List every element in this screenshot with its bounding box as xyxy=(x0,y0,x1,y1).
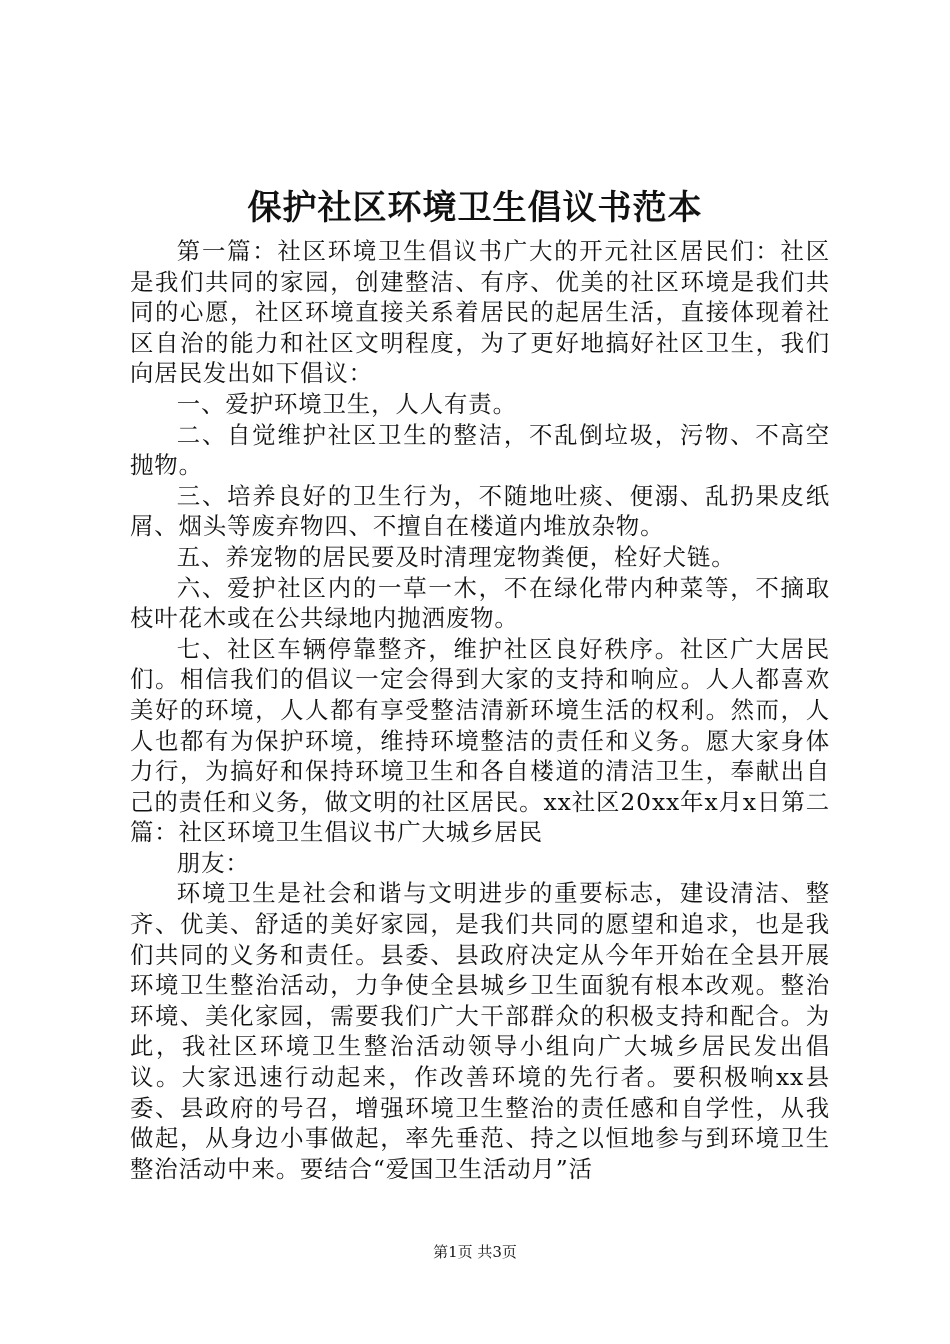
page-indicator: 第1页 共3页 xyxy=(433,1243,517,1261)
paragraph-greeting: 朋友： xyxy=(176,848,250,877)
paragraph-item-1: 一、爱护环境卫生，人人有责。 xyxy=(176,389,517,418)
document-title: 保护社区环境卫生倡议书范本 xyxy=(247,188,703,228)
paragraph-item-5: 五、养宠物的居民要及时清理宠物粪便，栓好犬链。 xyxy=(176,542,736,571)
paragraph-second-article: 环境卫生是社会和谐与文明进步的重要标志，建设清洁、整齐、优美、舒适的美好家园，是我们共同的愿望和追求，也是我们共同的义务和责任。县委、县政府决定从今年开始在全县开展环境卫生整治活动，力争使全县城乡卫生面貌有根本改观。整治环境、美化家园，需要我们广大干部群众的积极支持和配合。为此，我社区环境卫生整治活动领导小组向广大城乡居民发出倡议。大家迅速行动起来，作改善环境的先行者。要积极响xx县委、县政府的号召，增强环境卫生整治的责任感和自学性，从我做起，从身边小事做起，率先垂范、持之以恒地参与到环境卫生整治活动中来。要结合“爱国卫生活动月”活 xyxy=(130,879,830,1183)
paragraph-intro: 第一篇：社区环境卫生倡议书广大的开元社区居民们：社区是我们共同的家园，创建整洁、有序、优美的社区环境是我们共同的心愿，社区环境直接关系着居民的起居生活，直接体现着社区自治的能力和社区文明程度，为了更好地搞好社区卫生，我们向居民发出如下倡议： xyxy=(130,237,830,388)
paragraph-item-3: 三、培养良好的卫生行为，不随地吐痰、便溺、乱扔果皮纸屑、烟头等废弃物四、不擅自在楼道内堆放杂物。 xyxy=(130,481,830,541)
paragraph-item-6: 六、爱护社区内的一草一木，不在绿化带内种菜等，不摘取枝叶花木或在公共绿地内抛洒废物。 xyxy=(130,573,830,633)
paragraph-item-7: 七、社区车辆停靠整齐，维护社区良好秩序。社区广大居民们。相信我们的倡议一定会得到大家的支持和响应。人人都喜欢美好的环境，人人都有享受整洁清新环境生活的权利。然而，人人也都有为保护环境，维持环境整洁的责任和义务。愿大家身体力行，为搞好和保持环境卫生和各自楼道的清洁卫生，奉献出自己的责任和义务，做文明的社区居民。xx社区20xx年x月x日第二篇：社区环境卫生倡议书广大城乡居民 xyxy=(130,634,830,847)
paragraph-item-2: 二、自觉维护社区卫生的整洁，不乱倒垃圾，污物、不高空抛物。 xyxy=(130,420,830,480)
document-body xyxy=(130,236,830,1184)
